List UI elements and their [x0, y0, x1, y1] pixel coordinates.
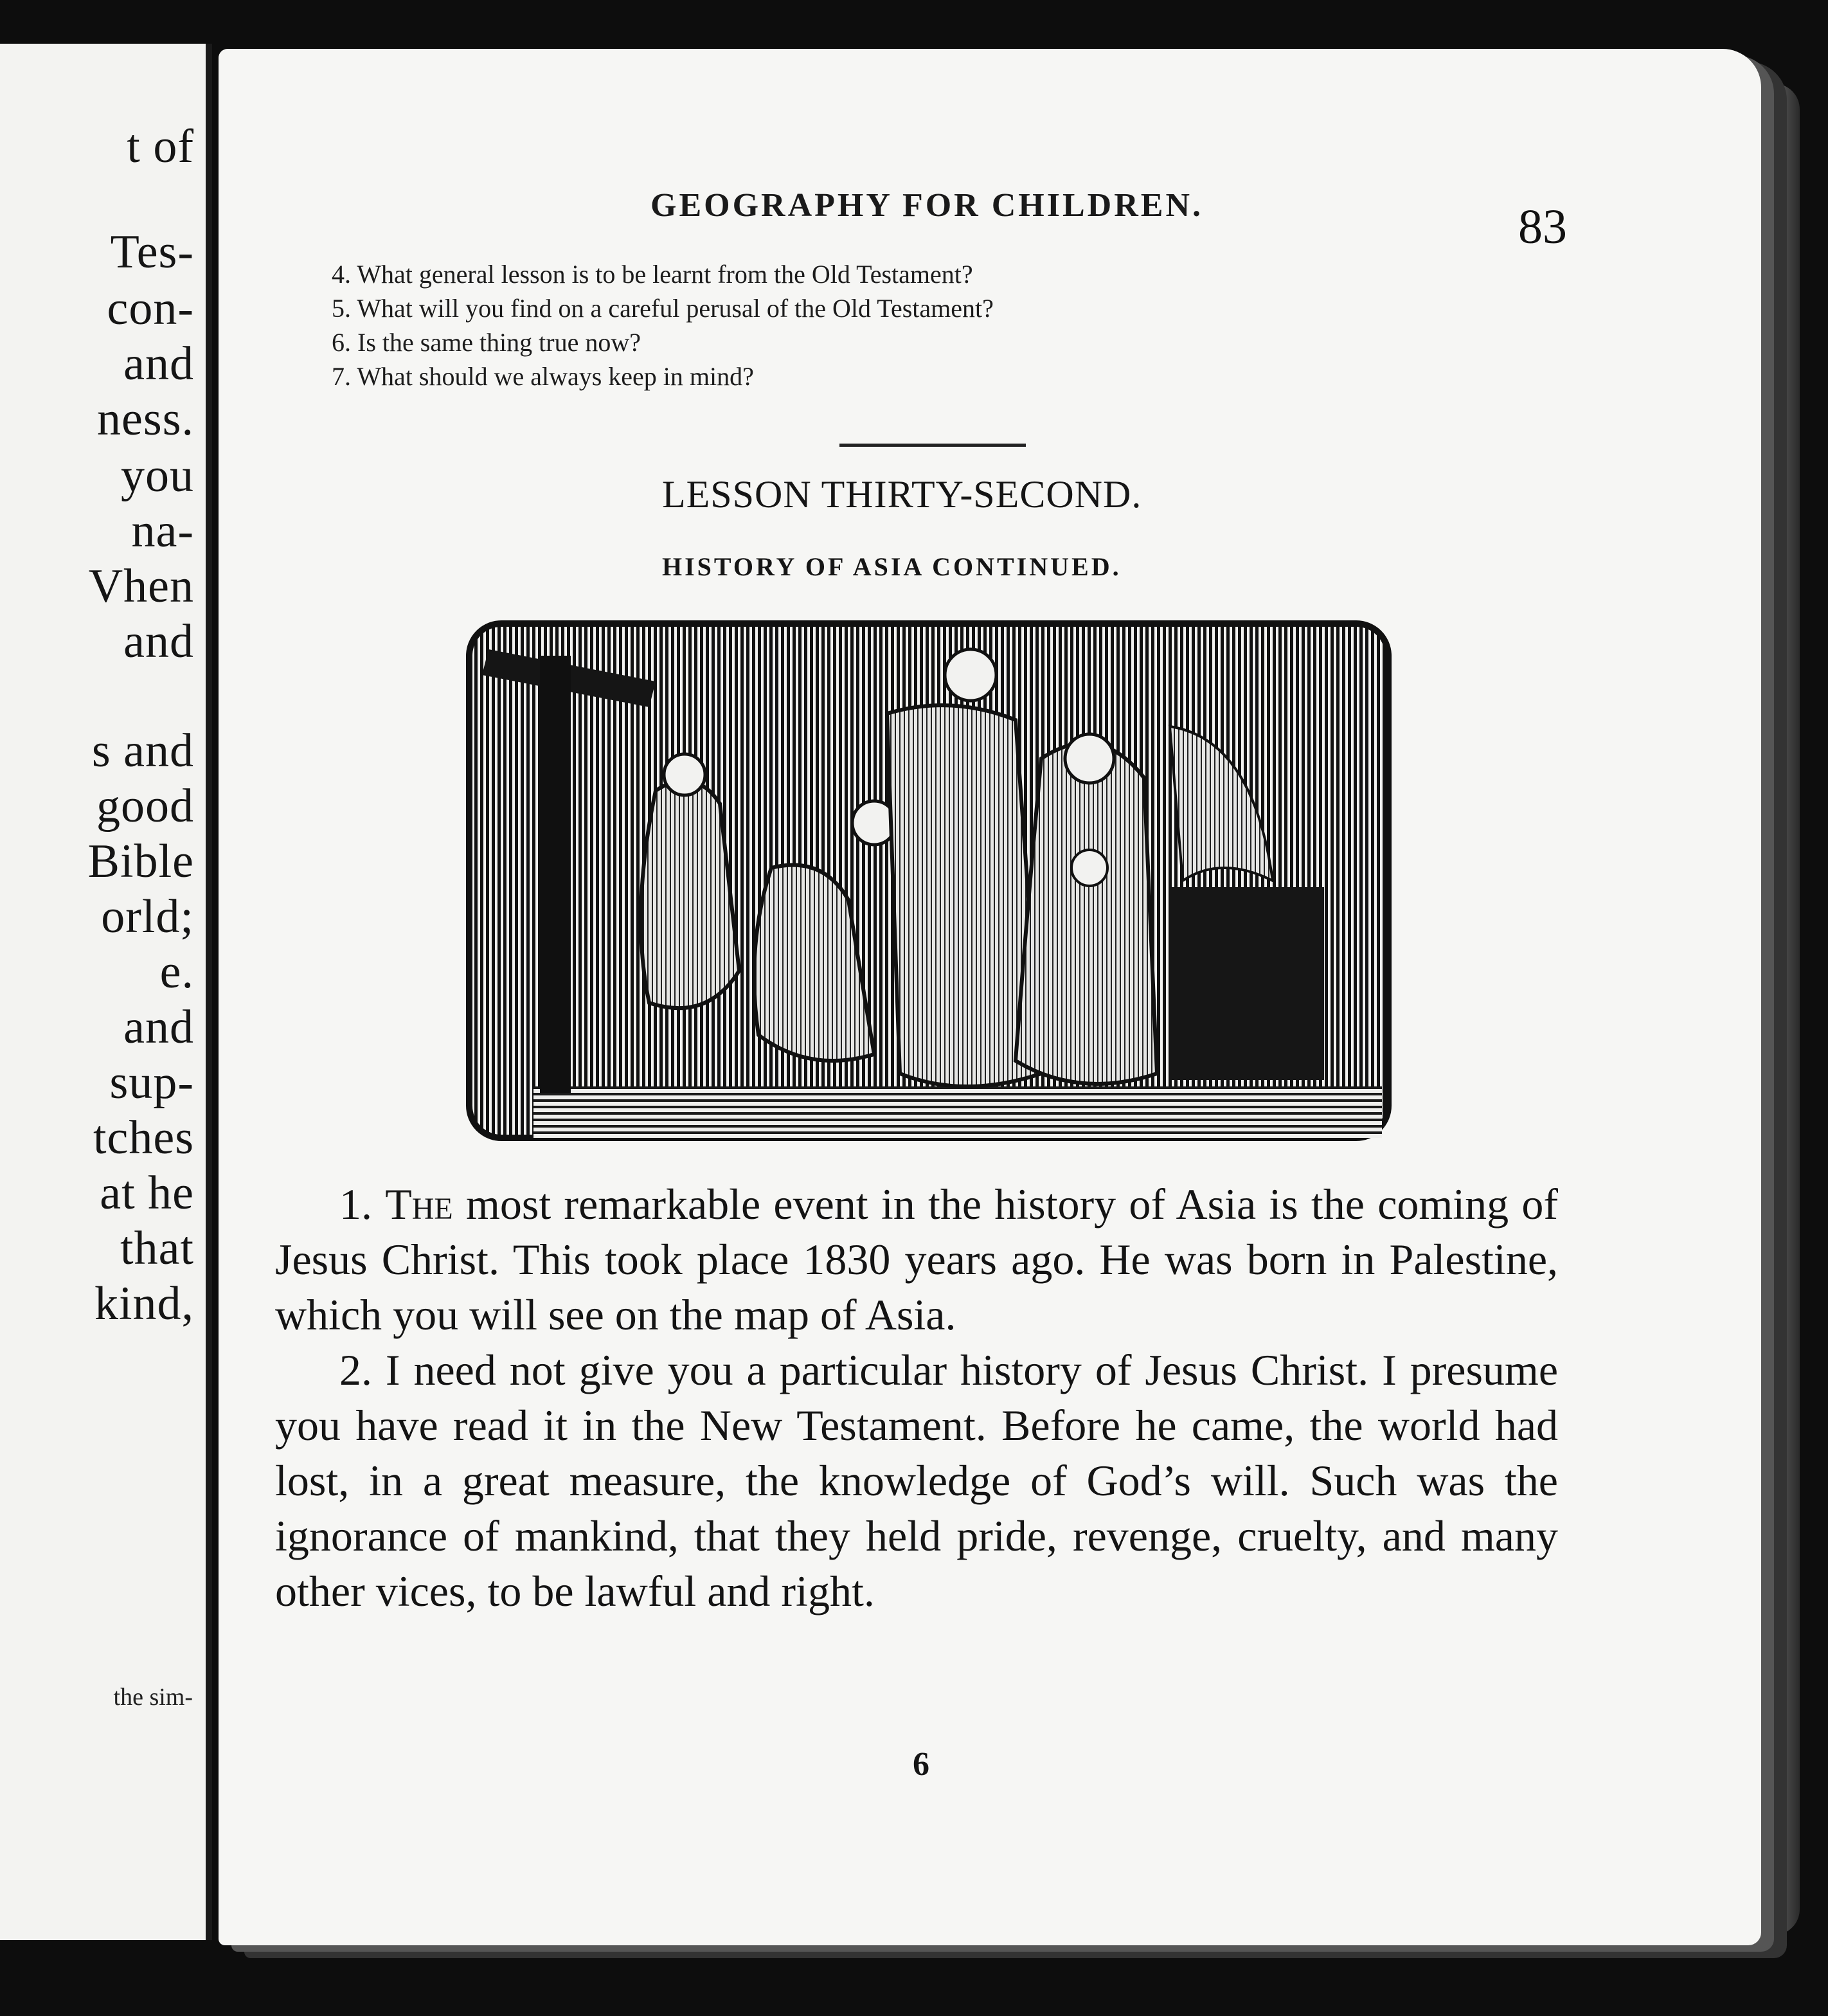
question-item: 4. What general lesson is to be learnt from the Old Testament? — [332, 260, 973, 289]
facing-page-line: that — [120, 1222, 194, 1275]
facing-page-line: tches — [93, 1112, 194, 1164]
facing-page-line: ness. — [97, 393, 194, 446]
facing-page — [0, 44, 212, 1940]
facing-page-line: and — [123, 338, 194, 390]
question-item: 5. What will you find on a careful perusal of the Old Testament? — [332, 294, 994, 323]
question-item: 7. What should we always keep in mind? — [332, 362, 754, 391]
facing-page-line: kind, — [94, 1277, 194, 1330]
section-rule — [839, 444, 1026, 447]
lesson-subtitle: HISTORY OF ASIA CONTINUED. — [662, 552, 1122, 581]
facing-page-line: Tes- — [110, 226, 194, 278]
facing-page-line: e. — [159, 946, 194, 998]
facing-page-line: sup- — [109, 1056, 194, 1109]
lesson-title: LESSON THIRTY-SECOND. — [662, 473, 1142, 516]
paragraph-2 — [275, 1342, 1558, 1619]
facing-page-line: at he — [100, 1167, 194, 1220]
paragraph-number: 2. — [339, 1346, 372, 1394]
facing-page-line: s and — [91, 724, 194, 777]
facing-page-line: orld; — [101, 890, 194, 943]
paragraph-text: most remarkable event in the history of Asia is the coming of Jesus Christ. This took place 1830 years ago. He was born in Palestine, which you will see on the map of Asia. — [275, 1180, 1559, 1339]
paragraph-text: I need not give you a particular history of Jesus Christ. I presume you have read it in the New Testament. Before he came, the world had lost, in a great measure, the knowledge of God’s will. Such was the ignorance of mankind, that they held pride, revenge, cruelty, and many other vices, to be lawful and right. — [275, 1346, 1559, 1616]
review-questions — [332, 257, 1257, 393]
facing-page-line: and — [123, 615, 194, 668]
paragraph-lead: The — [385, 1180, 453, 1228]
facing-page-footnote: the sim- — [113, 1684, 193, 1711]
facing-page-line: Bible — [87, 835, 194, 888]
signature-mark: 6 — [913, 1746, 929, 1783]
facing-page-line: Vhen — [88, 560, 194, 613]
facing-page-line: good — [96, 780, 194, 833]
facing-page-line: con- — [107, 282, 194, 335]
question-item: 6. Is the same thing true now? — [332, 328, 641, 357]
lesson-body — [275, 1176, 1558, 1619]
page-number: 83 — [1518, 200, 1567, 254]
facing-page-line: t of — [127, 120, 194, 173]
facing-page-line: and — [123, 1001, 194, 1054]
page-edge — [1761, 84, 1800, 1935]
paragraph-number: 1. — [339, 1180, 372, 1228]
facing-page-line: na- — [131, 505, 194, 557]
facing-page-line: you — [121, 449, 194, 502]
paragraph-1 — [275, 1176, 1558, 1342]
running-head: GEOGRAPHY FOR CHILDREN. — [650, 187, 1203, 224]
nativity-engraving — [463, 611, 1395, 1144]
